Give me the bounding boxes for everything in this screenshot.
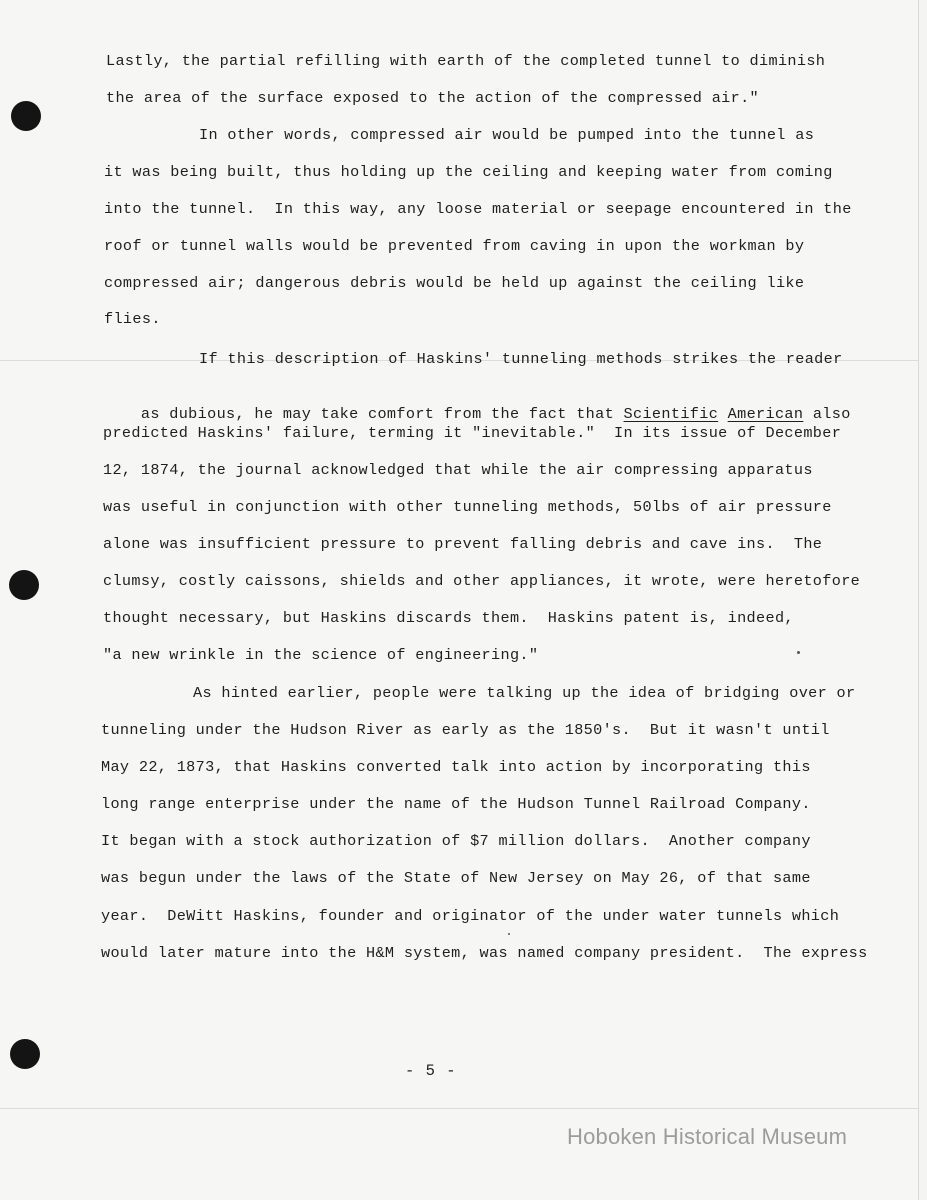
text-line: would later mature into the H&M system, was named company president. The express [101,944,868,962]
underlined-title: American [727,405,804,423]
text-line: was begun under the laws of the State of New Jersey on May 26, of that same [101,869,811,887]
text-line: was useful in conjunction with other tunneling methods, 50lbs of air pressure [103,498,832,516]
text-line: It began with a stock authorization of $7 million dollars. Another company [101,832,811,850]
punch-hole-bottom [10,1039,40,1069]
text-line: May 22, 1873, that Haskins converted talk into action by incorporating this [101,758,811,776]
text-line: If this description of Haskins' tunneling methods strikes the reader [199,350,843,368]
text-span: as dubious, he may take comfort from the fact that [140,405,624,423]
speck [797,651,800,654]
punch-hole-middle [9,570,39,600]
text-line: year. DeWitt Haskins, founder and originator of the under water tunnels which [101,907,840,925]
text-line: the area of the surface exposed to the action of the compressed air." [106,89,760,107]
text-line: As hinted earlier, people were talking up the idea of bridging over or [193,684,856,702]
text-line: roof or tunnel walls would be prevented from caving in upon the workman by [104,237,805,255]
text-line: into the tunnel. In this way, any loose material or seepage encountered in the [104,200,852,218]
text-line: predicted Haskins' failure, terming it "inevitable." In its issue of December [103,424,842,442]
text-line: clumsy, costly caissons, shields and other appliances, it wrote, were heretofore [103,572,861,590]
text-line: tunneling under the Hudson River as early as the 1850's. But it wasn't until [101,721,830,739]
text-line: 12, 1874, the journal acknowledged that while the air compressing apparatus [103,461,813,479]
punch-hole-top [11,101,41,131]
text-line: alone was insufficient pressure to prevent falling debris and cave ins. The [103,535,823,553]
fold-line-lower [0,1108,918,1109]
text-span: also [803,405,851,423]
text-line: "a new wrinkle in the science of engineering." [103,646,539,664]
watermark: Hoboken Historical Museum [567,1124,848,1149]
underlined-title: Scientific [623,405,719,423]
page-number: - 5 - [405,1062,457,1080]
text-line: it was being built, thus holding up the ceiling and keeping water from coming [104,163,833,181]
text-line: compressed air; dangerous debris would be held up against the ceiling like [104,274,805,292]
text-line: Lastly, the partial refilling with earth of the completed tunnel to diminish [106,52,826,70]
text-line: In other words, compressed air would be pumped into the tunnel as [199,126,815,144]
text-line: thought necessary, but Haskins discards them. Haskins patent is, indeed, [103,609,794,627]
text-line: long range enterprise under the name of the Hudson Tunnel Railroad Company. [101,795,811,813]
text-line: flies. [104,310,161,328]
speck [508,933,510,935]
